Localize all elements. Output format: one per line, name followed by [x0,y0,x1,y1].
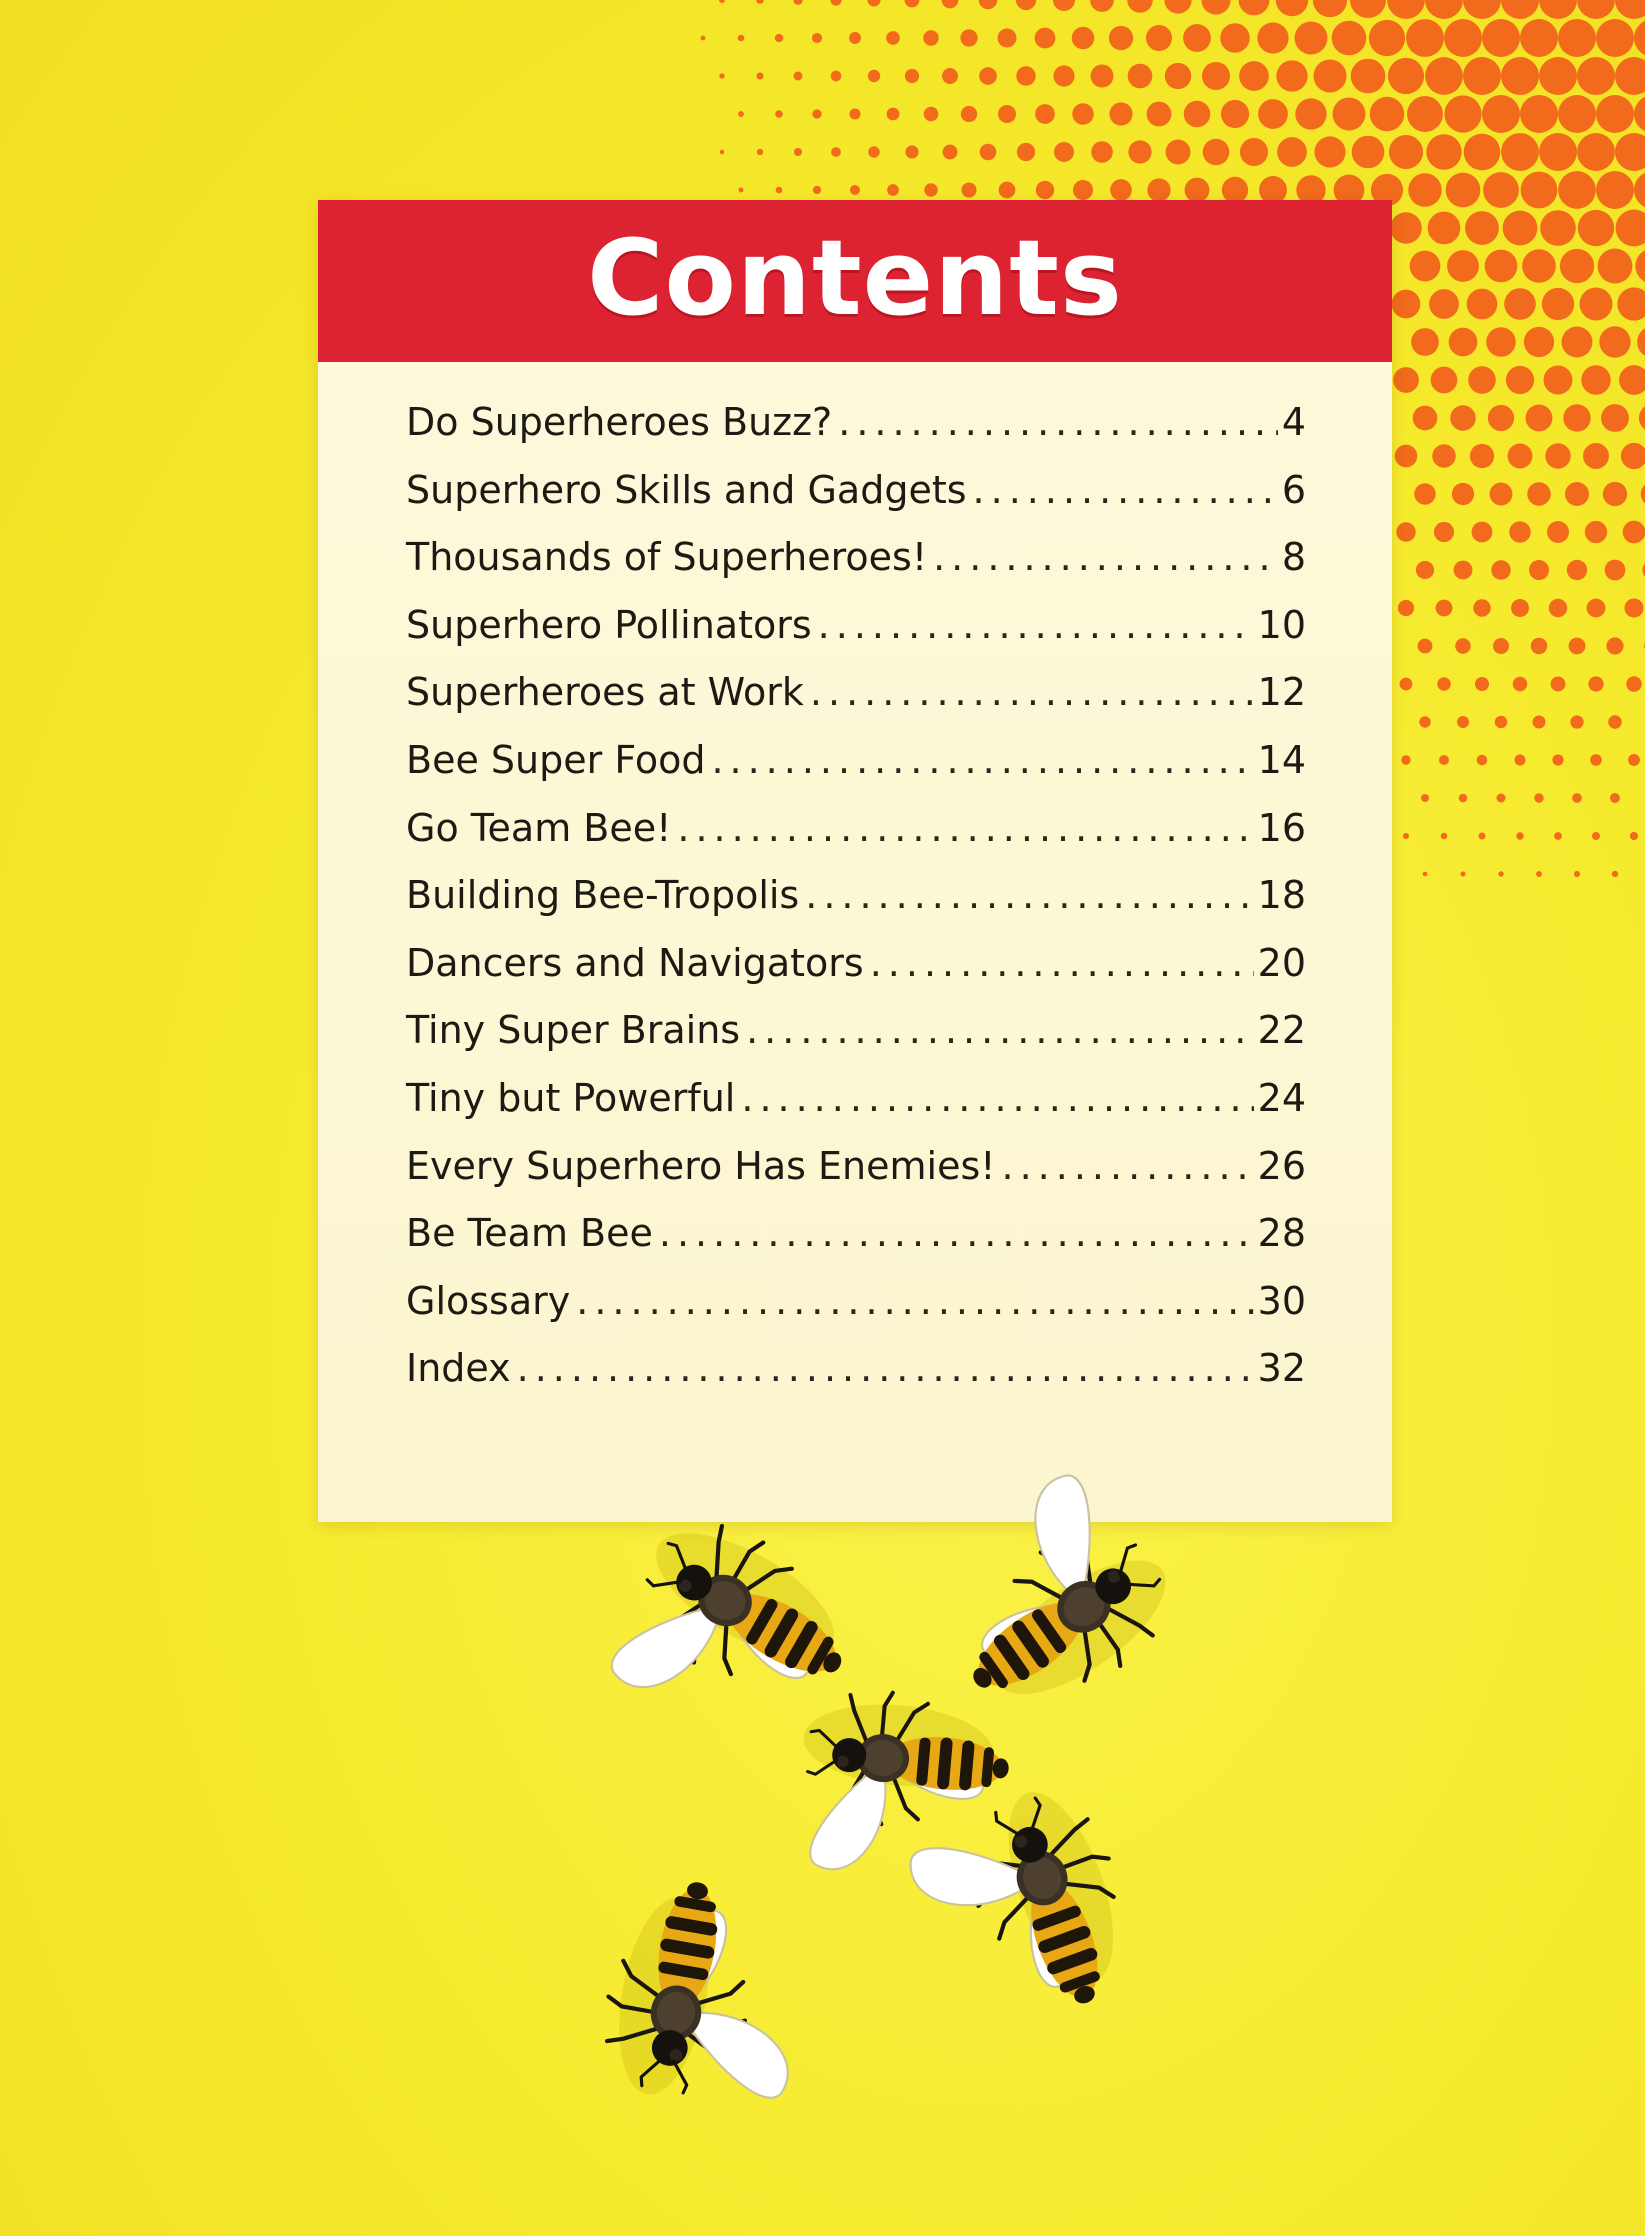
dot-leader [576,1279,1253,1323]
toc-entry-page: 12 [1257,670,1306,715]
toc-entry-page: 6 [1281,467,1306,512]
dot-leader [870,941,1254,985]
toc-entry-page: 32 [1257,1346,1306,1391]
toc-entry[interactable] [406,400,1306,468]
toc-entry-page: 30 [1257,1278,1306,1323]
toc-entry[interactable] [406,468,1306,536]
toc-entry-title: Superhero Pollinators [406,602,812,647]
toc-entry[interactable] [406,1008,1306,1076]
toc-entry-title: Index [406,1346,511,1391]
toc-entry-page: 20 [1257,940,1306,985]
dot-leader [810,670,1254,714]
table-of-contents [406,400,1306,1414]
toc-entry[interactable] [406,806,1306,874]
toc-entry-page: 10 [1257,602,1306,647]
dot-leader [711,738,1253,782]
toc-entry[interactable] [406,1279,1306,1347]
dot-leader [838,400,1278,444]
toc-entry-title: Bee Super Food [406,737,706,782]
toc-entry-page: 4 [1281,400,1306,444]
toc-entry-page: 16 [1257,805,1306,850]
toc-entry-page: 28 [1257,1211,1306,1256]
toc-entry-page: 24 [1257,1075,1306,1120]
dot-leader [741,1076,1253,1120]
dot-leader [517,1346,1254,1390]
toc-entry-title: Every Superhero Has Enemies! [406,1143,996,1188]
toc-entry[interactable] [406,670,1306,738]
toc-entry-title: Building Bee-Tropolis [406,873,800,918]
toc-entry[interactable] [406,535,1306,603]
toc-entry-page: 26 [1257,1143,1306,1188]
dot-leader [933,535,1278,579]
dot-leader [659,1211,1254,1255]
toc-entry-title: Tiny Super Brains [406,1008,741,1053]
toc-entry[interactable] [406,1211,1306,1279]
toc-entry[interactable] [406,873,1306,941]
toc-entry[interactable] [406,1076,1306,1144]
toc-entry-page: 22 [1257,1008,1306,1053]
toc-entry-page: 18 [1257,873,1306,918]
toc-entry-title: Superheroes at Work [406,670,804,715]
toc-entry-title: Go Team Bee! [406,805,672,850]
contents-title: Contents [587,217,1123,339]
dot-leader [746,1008,1254,1052]
contents-panel [318,200,1392,1522]
toc-entry-title: Tiny but Powerful [406,1075,736,1120]
dot-leader [973,468,1278,512]
toc-entry[interactable] [406,1144,1306,1212]
dot-leader [805,873,1253,917]
toc-entry-title: Dancers and Navigators [406,940,864,985]
toc-entry[interactable] [406,1346,1306,1414]
dot-leader [1002,1144,1254,1188]
toc-entry-title: Superhero Skills and Gadgets [406,467,967,512]
dot-leader [818,603,1254,647]
contents-header [318,200,1392,362]
toc-entry[interactable] [406,941,1306,1009]
toc-entry-title: Glossary [406,1278,571,1323]
toc-entry-title: Thousands of Superheroes! [406,535,928,580]
toc-entry-title: Be Team Bee [406,1211,653,1256]
toc-entry[interactable] [406,603,1306,671]
toc-entry-title: Do Superheroes Buzz? [406,400,833,444]
dot-leader [677,806,1253,850]
toc-entry[interactable] [406,738,1306,806]
toc-entry-page: 8 [1281,535,1306,580]
toc-entry-page: 14 [1257,737,1306,782]
